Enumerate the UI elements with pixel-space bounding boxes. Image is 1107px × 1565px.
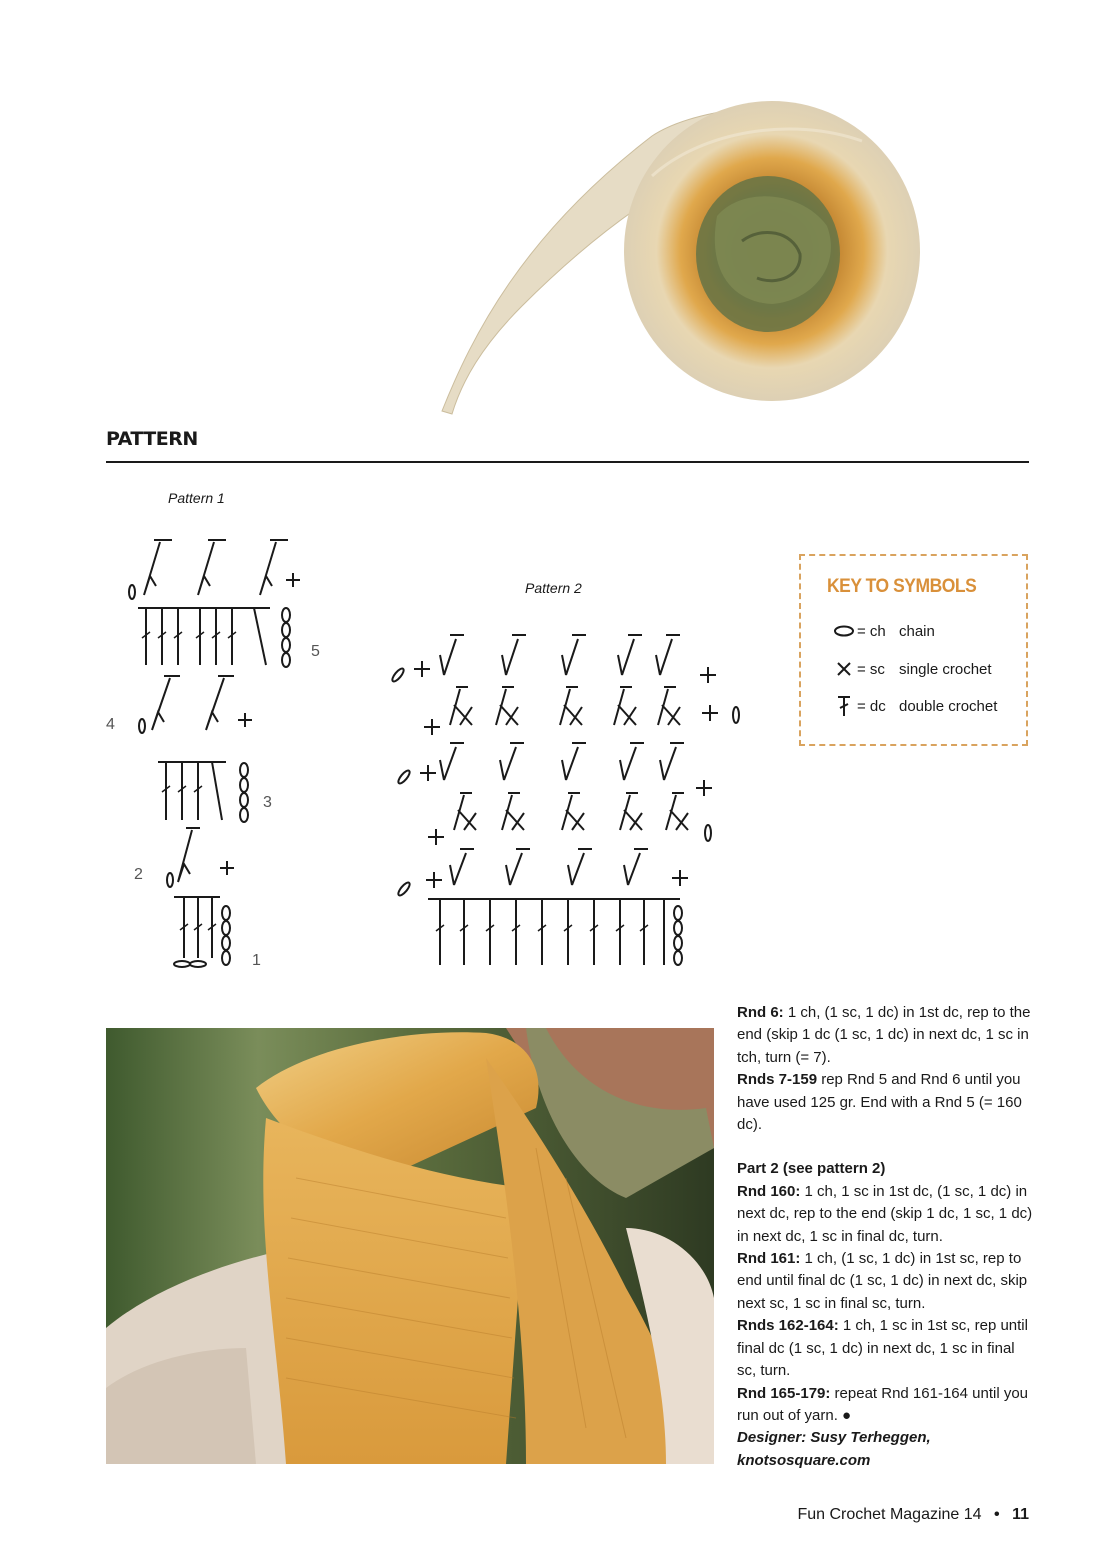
rnds-162-164-label: Rnds 162-164: — [737, 1317, 839, 1335]
instructions-text — [737, 1002, 1037, 1472]
chain-icon — [831, 620, 857, 642]
rnds-162-164-text: 1 ch, 1 sc in 1st sc, rep until final dc (1 sc, 1 dc) in next dc, 1 sc in final sc, turn. — [737, 1317, 1028, 1380]
rnd-165-179-paragraph — [737, 1383, 1037, 1428]
rnds-7-159-text: rep Rnd 5 and Rnd 6 until you have used 125 gr. End with a Rnd 5 (= 160 dc). — [737, 1071, 1022, 1134]
scarf-worn-photo — [106, 1028, 714, 1464]
key-title: KEY TO SYMBOLS — [827, 576, 977, 597]
rnds-7-159-paragraph — [737, 1069, 1037, 1136]
rnd-161-text: 1 ch, (1 sc, 1 dc) in 1st sc, rep to end until final dc (1 sc, 1 dc) in next dc, skip next sc, 1 sc in final sc, turn. — [737, 1250, 1028, 1312]
rnd-160-text: 1 ch, 1 sc in 1st dc, (1 sc, 1 dc) in next dc, rep to the end (skip 1 dc, 1 sc, 1 dc) in next dc, 1 sc in final dc, turn. — [737, 1182, 1033, 1245]
rnd-165-179-text: repeat Rnd 161-164 until you run out of yarn. ● — [737, 1384, 1029, 1424]
magazine-name: Fun Crochet Magazine 14 — [797, 1506, 982, 1523]
pattern-1-chart — [100, 530, 340, 975]
key-name: chain — [899, 622, 935, 640]
rnd-6-paragraph — [737, 1002, 1037, 1069]
rnd-160-paragraph — [737, 1181, 1037, 1248]
row-number-5: 5 — [311, 643, 320, 660]
part-2-heading: Part 2 (see pattern 2) — [737, 1160, 886, 1178]
rnd-6-label: Rnd 6: — [737, 1004, 784, 1021]
rolled-scarf-photo — [322, 36, 1050, 421]
row-number-4: 4 — [106, 716, 115, 733]
section-title: PATTERN — [106, 428, 198, 450]
rnd-161-label: Rnd 161: — [737, 1250, 801, 1268]
page-footer — [797, 1506, 1029, 1524]
key-to-symbols — [799, 554, 1028, 746]
key-item-single-crochet — [831, 658, 992, 680]
page-number: 11 — [1012, 1506, 1029, 1523]
designer-website[interactable]: knotsosquare.com — [737, 1451, 871, 1469]
row-number-1: 1 — [252, 952, 261, 969]
pattern-2-label: Pattern 2 — [525, 580, 582, 596]
rnds-7-159-label: Rnds 7-159 — [737, 1071, 818, 1089]
key-name: single crochet — [899, 660, 992, 678]
section-divider — [106, 461, 1029, 463]
rnd-6-text: 1 ch, (1 sc, 1 dc) in 1st dc, rep to the end (skip 1 dc (1 sc, 1 dc) in next dc, 1 sc in tch, turn (= 7). — [737, 1004, 1031, 1066]
rnd-160-label: Rnd 160: — [737, 1182, 801, 1200]
pattern-2-chart — [380, 625, 760, 975]
row-number-2: 2 — [134, 866, 143, 883]
rnd-165-179-label: Rnd 165-179: — [737, 1384, 831, 1402]
key-abbr: = ch — [857, 622, 886, 640]
double-crochet-icon — [831, 695, 857, 717]
key-abbr: = dc — [857, 697, 886, 715]
rnds-162-164-paragraph — [737, 1315, 1037, 1382]
key-name: double crochet — [899, 697, 998, 715]
designer-credit: Designer: Susy Terheggen, — [737, 1429, 931, 1447]
key-item-chain — [831, 620, 935, 642]
footer-separator: • — [994, 1506, 1000, 1523]
row-number-3: 3 — [263, 794, 272, 811]
key-abbr: = sc — [857, 660, 885, 678]
rnd-161-paragraph — [737, 1248, 1037, 1315]
pattern-1-label: Pattern 1 — [168, 490, 225, 506]
key-item-double-crochet — [831, 695, 997, 717]
single-crochet-icon — [831, 658, 857, 680]
